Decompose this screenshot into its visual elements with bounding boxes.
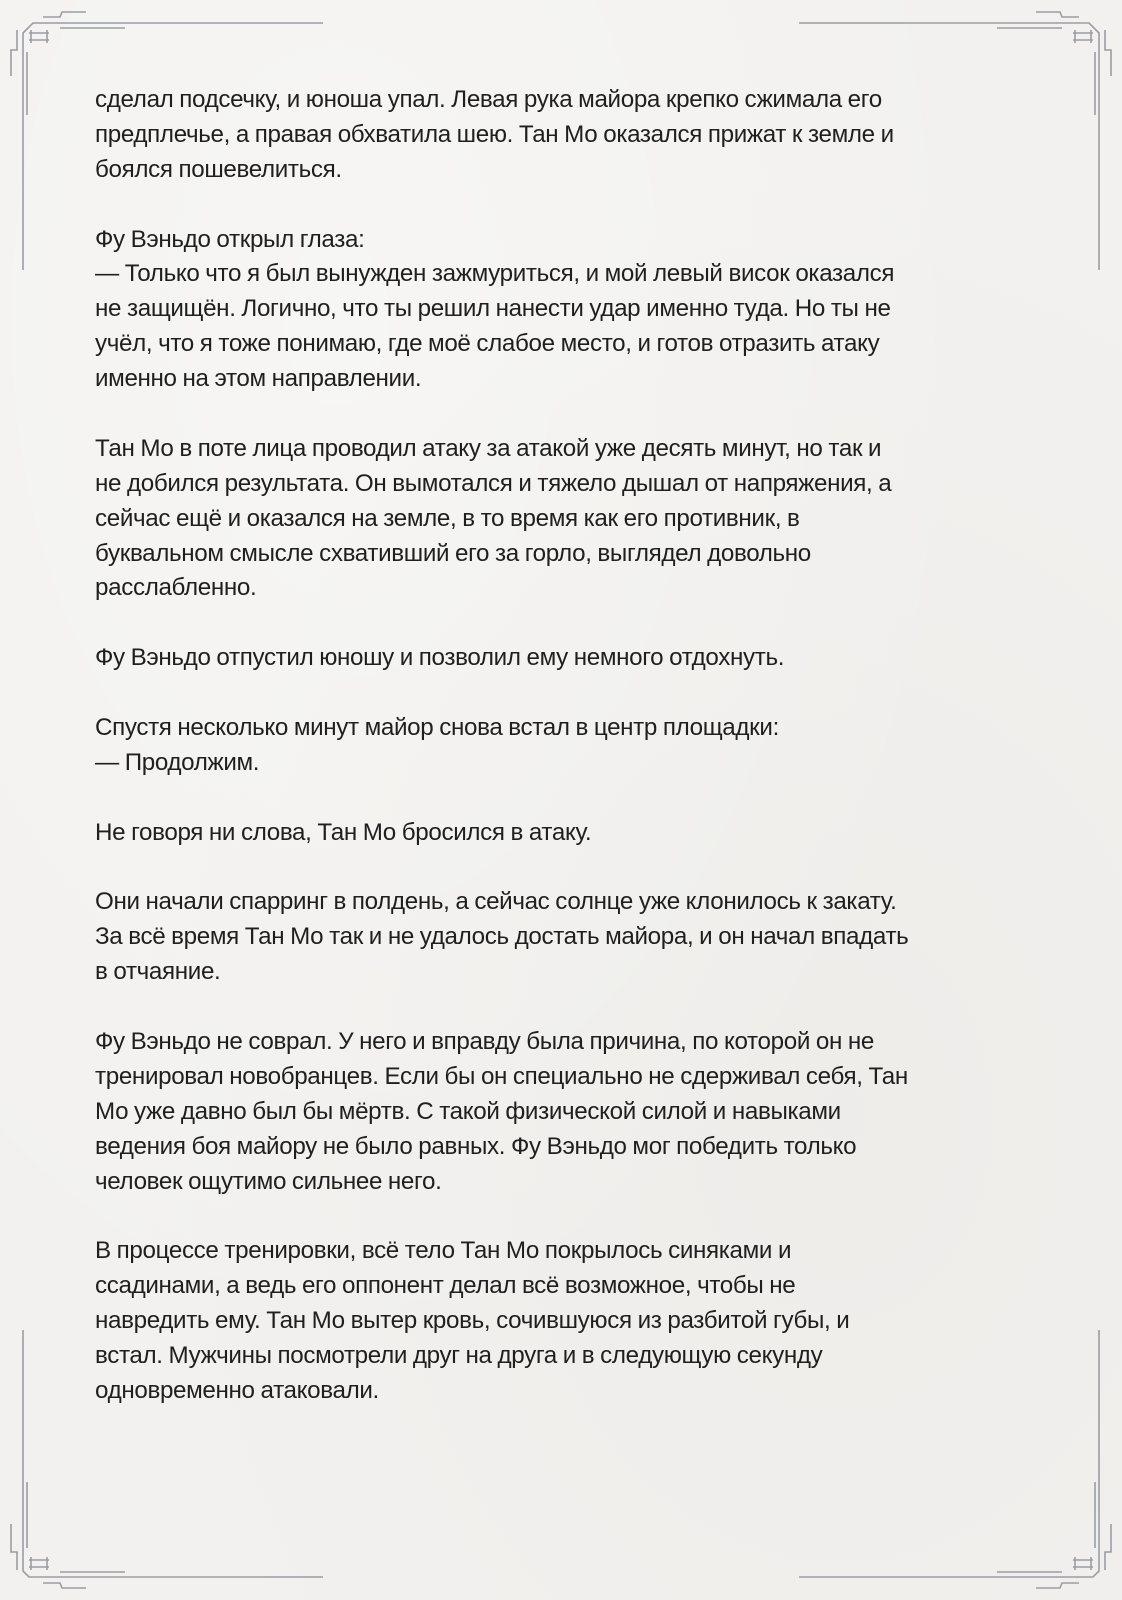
text-line: Фу Вэньдо отпустил юношу и позволил ему немного отдохнуть. <box>95 644 785 672</box>
paragraph <box>95 1234 1025 1408</box>
text-line: предплечье, а правая обхватила шею. Тан Мо оказался прижат к земле и <box>95 120 894 148</box>
text-line: встал. Мужчины посмотрели друг на друга и в следующую секунду <box>95 1342 823 1370</box>
text-line: буквальном смысле схвативший его за горло, выглядел довольно <box>95 539 811 567</box>
paragraph <box>95 711 1025 781</box>
dialogue-line: — Только что я был вынужден зажмуриться, и мой левый висок оказался <box>95 260 895 288</box>
text-line: именно на этом направлении. <box>95 365 422 393</box>
text-line: Мо уже давно был бы мёртв. С такой физической силой и навыками <box>95 1097 841 1125</box>
paragraph <box>95 641 1025 676</box>
text-line: Не говоря ни слова, Тан Мо бросился в атаку. <box>95 818 592 846</box>
dialogue-line: — Продолжим. <box>95 748 260 776</box>
paragraph <box>95 223 1025 397</box>
text-line: Они начали спарринг в полдень, а сейчас солнце уже клонилось к закату. <box>95 888 897 916</box>
text-line: навредить ему. Тан Мо вытер кровь, сочившуюся из разбитой губы, и <box>95 1307 850 1335</box>
text-line: Тан Мо в поте лица проводил атаку за атакой уже десять минут, но так и <box>95 434 882 462</box>
text-line: За всё время Тан Мо так и не удалось достать майора, и он начал впадать <box>95 923 909 951</box>
paragraph <box>95 816 1025 851</box>
text-line: одновременно атаковали. <box>95 1376 379 1404</box>
text-line: боялся пошевелиться. <box>95 155 342 183</box>
paragraph <box>95 1025 1025 1199</box>
text-line: сделал подсечку, и юноша упал. Левая рука майора крепко сжимала его <box>95 86 882 113</box>
text-line: расслабленно. <box>95 574 257 602</box>
text-line: учёл, что я тоже понимаю, где моё слабое место, и готов отразить атаку <box>95 330 880 358</box>
text-line: не защищён. Логично, что ты решил нанести удар именно туда. Но ты не <box>95 295 891 323</box>
paragraph <box>95 885 1025 990</box>
text-line: сейчас ещё и оказался на земле, в то время как его противник, в <box>95 504 800 532</box>
text-line: В процессе тренировки, всё тело Тан Мо покрылось синяками и <box>95 1237 792 1265</box>
text-line: человек ощутимо сильнее него. <box>95 1167 442 1195</box>
text-line: не добился результата. Он вымотался и тяжело дышал от напряжения, а <box>95 469 892 497</box>
text-line: ссадинами, а ведь его оппонент делал всё возможное, чтобы не <box>95 1272 796 1300</box>
chapter-text <box>95 83 1025 1444</box>
paragraph <box>95 83 1025 188</box>
text-line: тренировал новобранцев. Если бы он специально не сдерживал себя, Тан <box>95 1062 908 1090</box>
text-line: Фу Вэньдо открыл глаза: <box>95 225 365 253</box>
text-line: Фу Вэньдо не соврал. У него и вправду была причина, по которой он не <box>95 1028 874 1056</box>
text-line: ведения боя майору не было равных. Фу Вэньдо мог победить только <box>95 1132 857 1160</box>
paragraph <box>95 432 1025 606</box>
text-line: Спустя несколько минут майор снова встал в центр площадки: <box>95 714 779 742</box>
text-line: в отчаяние. <box>95 958 221 986</box>
